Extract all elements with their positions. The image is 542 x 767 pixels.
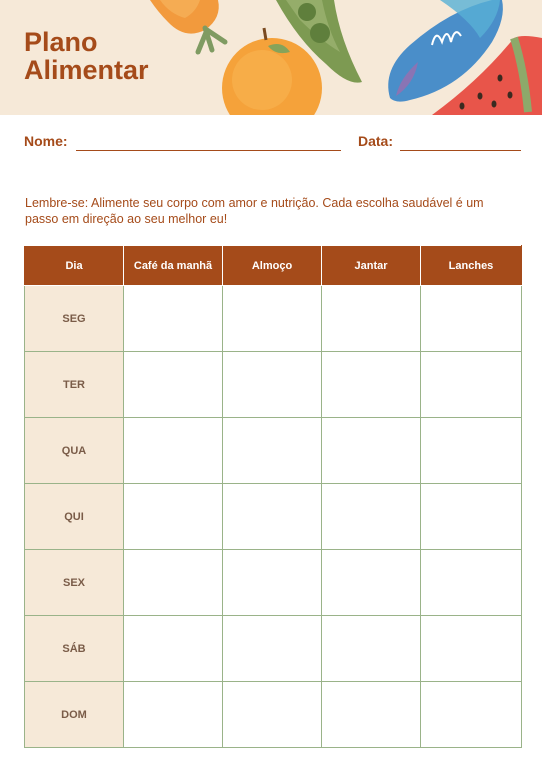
table-row [25,682,522,748]
lunch-cell[interactable] [223,286,322,352]
table-row [25,484,522,550]
snacks-cell[interactable] [421,418,522,484]
lunch-cell[interactable] [223,484,322,550]
name-label: Nome: [24,133,68,149]
name-field[interactable] [76,150,341,151]
dinner-cell[interactable] [322,286,421,352]
day-cell: SEG [25,286,124,352]
snacks-cell[interactable] [421,352,522,418]
snacks-cell[interactable] [421,286,522,352]
dinner-cell[interactable] [322,352,421,418]
snacks-cell[interactable] [421,682,522,748]
column-header-lunch: Almoço [223,246,322,286]
carrot-illustration [150,0,225,52]
day-cell: QUI [25,484,124,550]
day-cell: SEX [25,550,124,616]
title-line-2: Alimentar [24,55,149,85]
breakfast-cell[interactable] [124,616,223,682]
dinner-cell[interactable] [322,616,421,682]
date-label: Data: [358,133,394,149]
lunch-cell[interactable] [223,616,322,682]
snacks-cell[interactable] [421,484,522,550]
dinner-cell[interactable] [322,550,421,616]
table-row [25,550,522,616]
food-illustrations [0,0,542,115]
meal-plan-table [24,245,522,748]
header-banner [0,0,542,115]
column-header-dinner: Jantar [322,246,421,286]
date-field[interactable] [400,150,521,151]
table-row [25,352,522,418]
breakfast-cell[interactable] [124,484,223,550]
snacks-cell[interactable] [421,550,522,616]
dinner-cell[interactable] [322,418,421,484]
reminder-text: Lembre-se: Alimente seu corpo com amor e nutrição. Cada escolha saudável é um passo em direção ao seu melhor eu! [25,195,484,226]
breakfast-cell[interactable] [124,550,223,616]
column-header-breakfast: Café da manhã [124,246,223,286]
dinner-cell[interactable] [322,484,421,550]
lunch-cell[interactable] [223,418,322,484]
lunch-cell[interactable] [223,550,322,616]
day-cell: SÁB [25,616,124,682]
table-row [25,616,522,682]
table-row [25,286,522,352]
table-row [25,418,522,484]
lunch-cell[interactable] [223,682,322,748]
column-header-day: Dia [25,246,124,286]
dinner-cell[interactable] [322,682,421,748]
column-header-snacks: Lanches [421,246,522,286]
day-cell: DOM [25,682,124,748]
name-date-row [24,133,521,153]
lunch-cell[interactable] [223,352,322,418]
table-header-row [25,246,522,286]
day-cell: TER [25,352,124,418]
title-line-1: Plano [24,27,98,57]
breakfast-cell[interactable] [124,682,223,748]
breakfast-cell[interactable] [124,286,223,352]
snacks-cell[interactable] [421,616,522,682]
day-cell: QUA [25,418,124,484]
breakfast-cell[interactable] [124,418,223,484]
breakfast-cell[interactable] [124,352,223,418]
